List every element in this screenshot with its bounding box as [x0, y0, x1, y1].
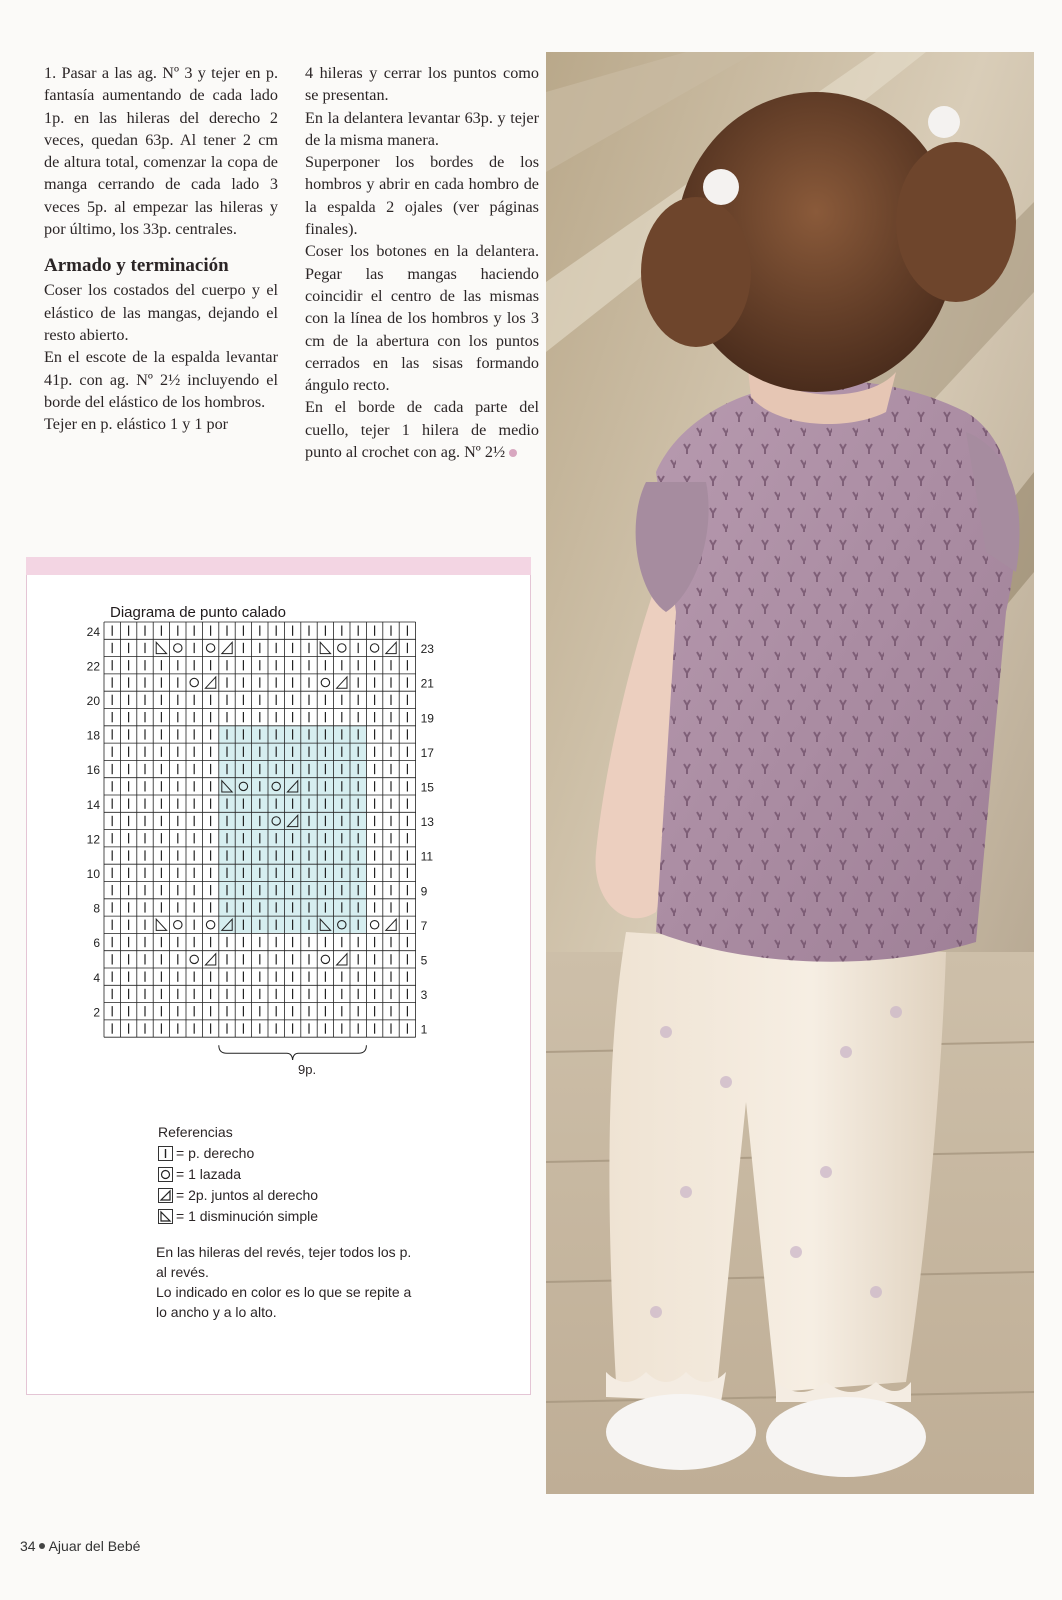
yarn-over-mark [206, 644, 214, 652]
yarn-over-mark [190, 955, 198, 963]
row-number-right: 23 [420, 642, 434, 657]
repeat-brace [219, 1045, 367, 1060]
yarn-over-mark [370, 644, 378, 652]
yarn-over-mark [321, 955, 329, 963]
row-number-right: 1 [420, 1022, 428, 1037]
chart-title: Diagrama de punto calado [110, 604, 286, 621]
page-number: 34 [20, 1538, 36, 1554]
row-number-right: 9 [420, 884, 428, 899]
row-number-right: 19 [420, 711, 434, 726]
page-footer [20, 1538, 140, 1554]
row-number-left: 16 [86, 763, 100, 778]
yarn-over-symbol-icon [158, 1167, 173, 1182]
legend-label: = p. derecho [176, 1145, 255, 1161]
k2tog-mark [222, 642, 232, 653]
final-paragraph-text: En el borde de cada parte del cuello, tejer 1 hilera de medio punto al crochet con ag. Nº 2½ [305, 398, 539, 462]
chart-notes [156, 1242, 416, 1322]
row-number-left: 24 [86, 624, 100, 639]
yarn-over-mark [174, 644, 182, 652]
stitch-chart [80, 620, 440, 1060]
yarn-over-mark [190, 678, 198, 686]
row-number-right: 7 [420, 918, 428, 933]
row-number-left: 20 [86, 694, 100, 709]
ssk-symbol-icon [158, 1209, 173, 1224]
row-number-left: 10 [86, 867, 100, 882]
legend-title: Referencias [158, 1124, 233, 1140]
instruction-paragraph [305, 396, 539, 463]
k2tog-mark [337, 954, 347, 965]
row-number-right: 21 [420, 676, 434, 691]
row-number-right: 17 [420, 745, 434, 760]
row-number-right: 11 [420, 849, 434, 864]
yarn-over-mark [321, 678, 329, 686]
row-number-left: 2 [93, 1005, 100, 1020]
legend-item-ssk [158, 1206, 318, 1227]
knit-symbol-icon [158, 1146, 173, 1161]
row-number-right: 15 [420, 780, 434, 795]
k2tog-symbol-icon [158, 1188, 173, 1203]
yarn-over-mark [370, 921, 378, 929]
instruction-paragraph: Tejer en p. elástico 1 y 1 por [44, 415, 229, 434]
ssk-mark [156, 919, 166, 930]
magazine-title: Ajuar del Bebé [48, 1538, 141, 1554]
instruction-paragraph: Coser los costados del cuerpo y el elástico de las mangas, dejando el resto abierto. [44, 281, 278, 344]
yarn-over-mark [338, 644, 346, 652]
legend-item-k2tog [158, 1185, 318, 1206]
section-heading: Armado y terminación [44, 255, 229, 277]
row-number-left: 22 [86, 659, 100, 674]
instruction-paragraph: Coser los botones en la delantera. Pegar las mangas haciendo coincidir el centro de las mismas con la línea de los hombros y los 3 cm de la abertura con los puntos cerrados en las sisas formando ángulo recto. [305, 242, 539, 395]
row-number-left: 12 [86, 832, 100, 847]
legend-label: = 1 disminución simple [176, 1208, 319, 1224]
ssk-mark [156, 642, 166, 653]
k2tog-mark [205, 954, 215, 965]
text-column-2 [305, 62, 539, 463]
row-number-right: 5 [420, 953, 428, 968]
yarn-over-mark [174, 921, 182, 929]
row-number-right: 13 [420, 815, 434, 830]
footer-dot-icon [39, 1543, 45, 1549]
legend-item-knit [158, 1143, 318, 1164]
k2tog-mark [205, 677, 215, 688]
ssk-mark [320, 642, 330, 653]
end-dot-icon [509, 449, 517, 457]
yarn-over-mark [206, 921, 214, 929]
legend-item-yarn-over [158, 1164, 318, 1185]
row-number-left: 18 [86, 728, 100, 743]
instruction-paragraph: Superponer los bordes de los hombros y abrir en cada hombro de la espalda 2 ojales (ver páginas finales). [305, 153, 539, 239]
k2tog-mark [386, 642, 396, 653]
instruction-paragraph: En el escote de la espalda levantar 41p. con ag. Nº 2½ incluyendo el borde del elástico de los hombros. [44, 348, 278, 411]
row-number-left: 14 [86, 797, 100, 812]
instruction-paragraph: En la delantera levantar 63p. y tejer de la misma manera. [305, 108, 539, 149]
row-number-right: 3 [420, 988, 428, 1003]
legend [158, 1122, 318, 1227]
repeat-label: 9p. [298, 1062, 317, 1077]
instruction-paragraph: 4 hileras y cerrar los puntos como se presentan. [305, 64, 539, 105]
k2tog-mark [386, 919, 396, 930]
row-number-left: 4 [93, 970, 100, 985]
instruction-paragraph: 1. Pasar a las ag. Nº 3 y tejer en p. fantasía aumentando de cada lado 1p. en las hileras del derecho 2 veces, quedan 63p. Al tener 2 cm de altura total, comenzar la copa de manga cerrando de cada lado 3 veces 5p. al empezar las hileras y por último, los 33p. centrales. [44, 64, 278, 239]
k2tog-mark [337, 677, 347, 688]
legend-label: = 1 lazada [176, 1166, 241, 1182]
note-line: En las hileras del revés, tejer todos los p. al revés. [156, 1244, 412, 1280]
row-number-left: 6 [93, 936, 100, 951]
legend-label: = 2p. juntos al derecho [176, 1187, 319, 1203]
text-column-1 [44, 62, 278, 435]
photo-child-lace-top [546, 52, 1034, 1494]
row-number-left: 8 [93, 901, 100, 916]
note-line: Lo indicado en color es lo que se repite a lo ancho y a lo alto. [156, 1284, 412, 1320]
